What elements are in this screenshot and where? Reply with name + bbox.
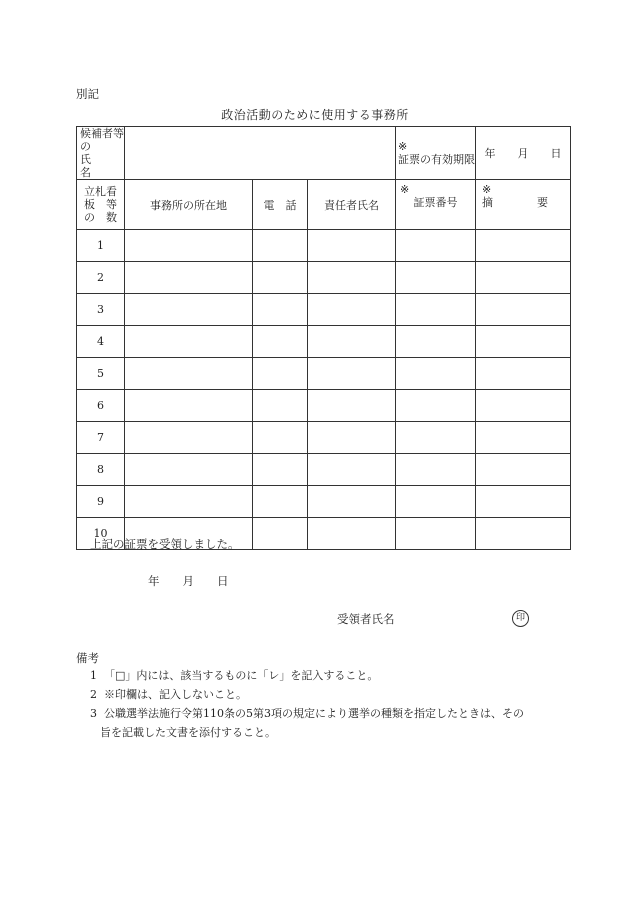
certificate-number-cell[interactable] [396, 326, 476, 358]
row-number: 10 [77, 518, 125, 550]
table-row [77, 390, 571, 422]
note-item-3-continuation: 旨を記載した文書を添付すること。 [100, 726, 276, 739]
certificate-number-cell[interactable] [396, 262, 476, 294]
candidate-name-field[interactable] [125, 127, 396, 180]
col-remarks-header: ※ 摘 要 [476, 180, 571, 230]
office-address-cell[interactable] [125, 294, 253, 326]
certificate-number-cell[interactable] [396, 454, 476, 486]
document-title: 政治活動のために使用する事務所 [221, 108, 409, 122]
notes-heading: 備考 [76, 651, 99, 665]
certificate-validity-label: ※ 証票の有効期限 [396, 127, 476, 180]
phone-cell[interactable] [253, 230, 308, 262]
recipient-name-label: 受領者氏名 [337, 612, 395, 626]
row-number: 9 [77, 486, 125, 518]
kome-mark: ※ [398, 140, 408, 153]
phone-cell[interactable] [253, 486, 308, 518]
note-item-2: 2 ※印欄は、記入しないこと。 [90, 688, 247, 701]
certificate-number-cell[interactable] [396, 358, 476, 390]
receipt-statement: 上記の証票を受領しました。 [90, 537, 240, 551]
responsible-name-cell[interactable] [308, 486, 396, 518]
row-number: 8 [77, 454, 125, 486]
office-address-cell[interactable] [125, 454, 253, 486]
remarks-cell[interactable] [476, 390, 571, 422]
candidate-row [77, 127, 571, 180]
kome-mark: ※ [400, 183, 410, 196]
office-address-cell[interactable] [125, 326, 253, 358]
office-address-cell[interactable] [125, 358, 253, 390]
responsible-name-cell[interactable] [308, 454, 396, 486]
row-number: 5 [77, 358, 125, 390]
row-number: 3 [77, 294, 125, 326]
table-row [77, 230, 571, 262]
remarks-cell[interactable] [476, 262, 571, 294]
office-address-cell[interactable] [125, 230, 253, 262]
row-number: 2 [77, 262, 125, 294]
note-item-1: 1 「□」内には、該当するものに「レ」を記入すること。 [90, 669, 379, 682]
remarks-cell[interactable] [476, 454, 571, 486]
table-row [77, 454, 571, 486]
office-address-cell[interactable] [125, 422, 253, 454]
table-row [77, 486, 571, 518]
responsible-name-cell[interactable] [308, 262, 396, 294]
responsible-name-cell[interactable] [308, 422, 396, 454]
responsible-name-cell[interactable] [308, 294, 396, 326]
table-row [77, 358, 571, 390]
phone-cell[interactable] [253, 294, 308, 326]
phone-cell[interactable] [253, 454, 308, 486]
note-item-3: 3 公職選挙法施行令第110条の5第3項の規定により選挙の種類を指定したときは、その [90, 707, 524, 720]
col-responsible-name-header: 責任者氏名 [308, 180, 396, 230]
col-count-header: 立札看 板 等 の 数 [77, 180, 125, 230]
remarks-cell[interactable] [476, 422, 571, 454]
responsible-name-cell[interactable] [308, 358, 396, 390]
responsible-name-cell[interactable] [308, 230, 396, 262]
table-row [77, 262, 571, 294]
row-number: 7 [77, 422, 125, 454]
table-row [77, 294, 571, 326]
responsible-name-cell[interactable] [308, 326, 396, 358]
receipt-date[interactable]: 年 月 日 [148, 574, 229, 588]
table-row [77, 422, 571, 454]
phone-cell[interactable] [253, 326, 308, 358]
remarks-cell[interactable] [476, 326, 571, 358]
certificate-number-cell[interactable] [396, 294, 476, 326]
kome-mark: ※ [482, 183, 492, 196]
certificate-number-cell[interactable] [396, 518, 476, 550]
responsible-name-cell[interactable] [308, 390, 396, 422]
remarks-cell[interactable] [476, 486, 571, 518]
responsible-name-cell[interactable] [308, 518, 396, 550]
certificate-validity-date[interactable]: 年 月 日 [476, 127, 571, 180]
phone-cell[interactable] [253, 358, 308, 390]
candidate-name-label: 候補者等の 氏 名 [77, 127, 125, 180]
header-row [77, 180, 571, 230]
row-number: 4 [77, 326, 125, 358]
office-address-cell[interactable] [125, 486, 253, 518]
certificate-number-cell[interactable] [396, 486, 476, 518]
certificate-number-cell[interactable] [396, 390, 476, 422]
col-office-address-header: 事務所の所在地 [125, 180, 253, 230]
table-row [77, 326, 571, 358]
phone-cell[interactable] [253, 262, 308, 294]
phone-cell[interactable] [253, 390, 308, 422]
remarks-cell[interactable] [476, 230, 571, 262]
seal-icon: 印 [512, 610, 529, 627]
phone-cell[interactable] [253, 422, 308, 454]
certificate-number-cell[interactable] [396, 422, 476, 454]
row-number: 6 [77, 390, 125, 422]
row-number: 1 [77, 230, 125, 262]
office-table [76, 126, 571, 550]
remarks-cell[interactable] [476, 294, 571, 326]
col-phone-header: 電 話 [253, 180, 308, 230]
phone-cell[interactable] [253, 518, 308, 550]
remarks-cell[interactable] [476, 358, 571, 390]
certificate-number-cell[interactable] [396, 230, 476, 262]
appendix-label: 別記 [76, 87, 99, 101]
office-address-cell[interactable] [125, 262, 253, 294]
remarks-cell[interactable] [476, 518, 571, 550]
col-certificate-number-header: ※ 証票番号 [396, 180, 476, 230]
office-address-cell[interactable] [125, 390, 253, 422]
